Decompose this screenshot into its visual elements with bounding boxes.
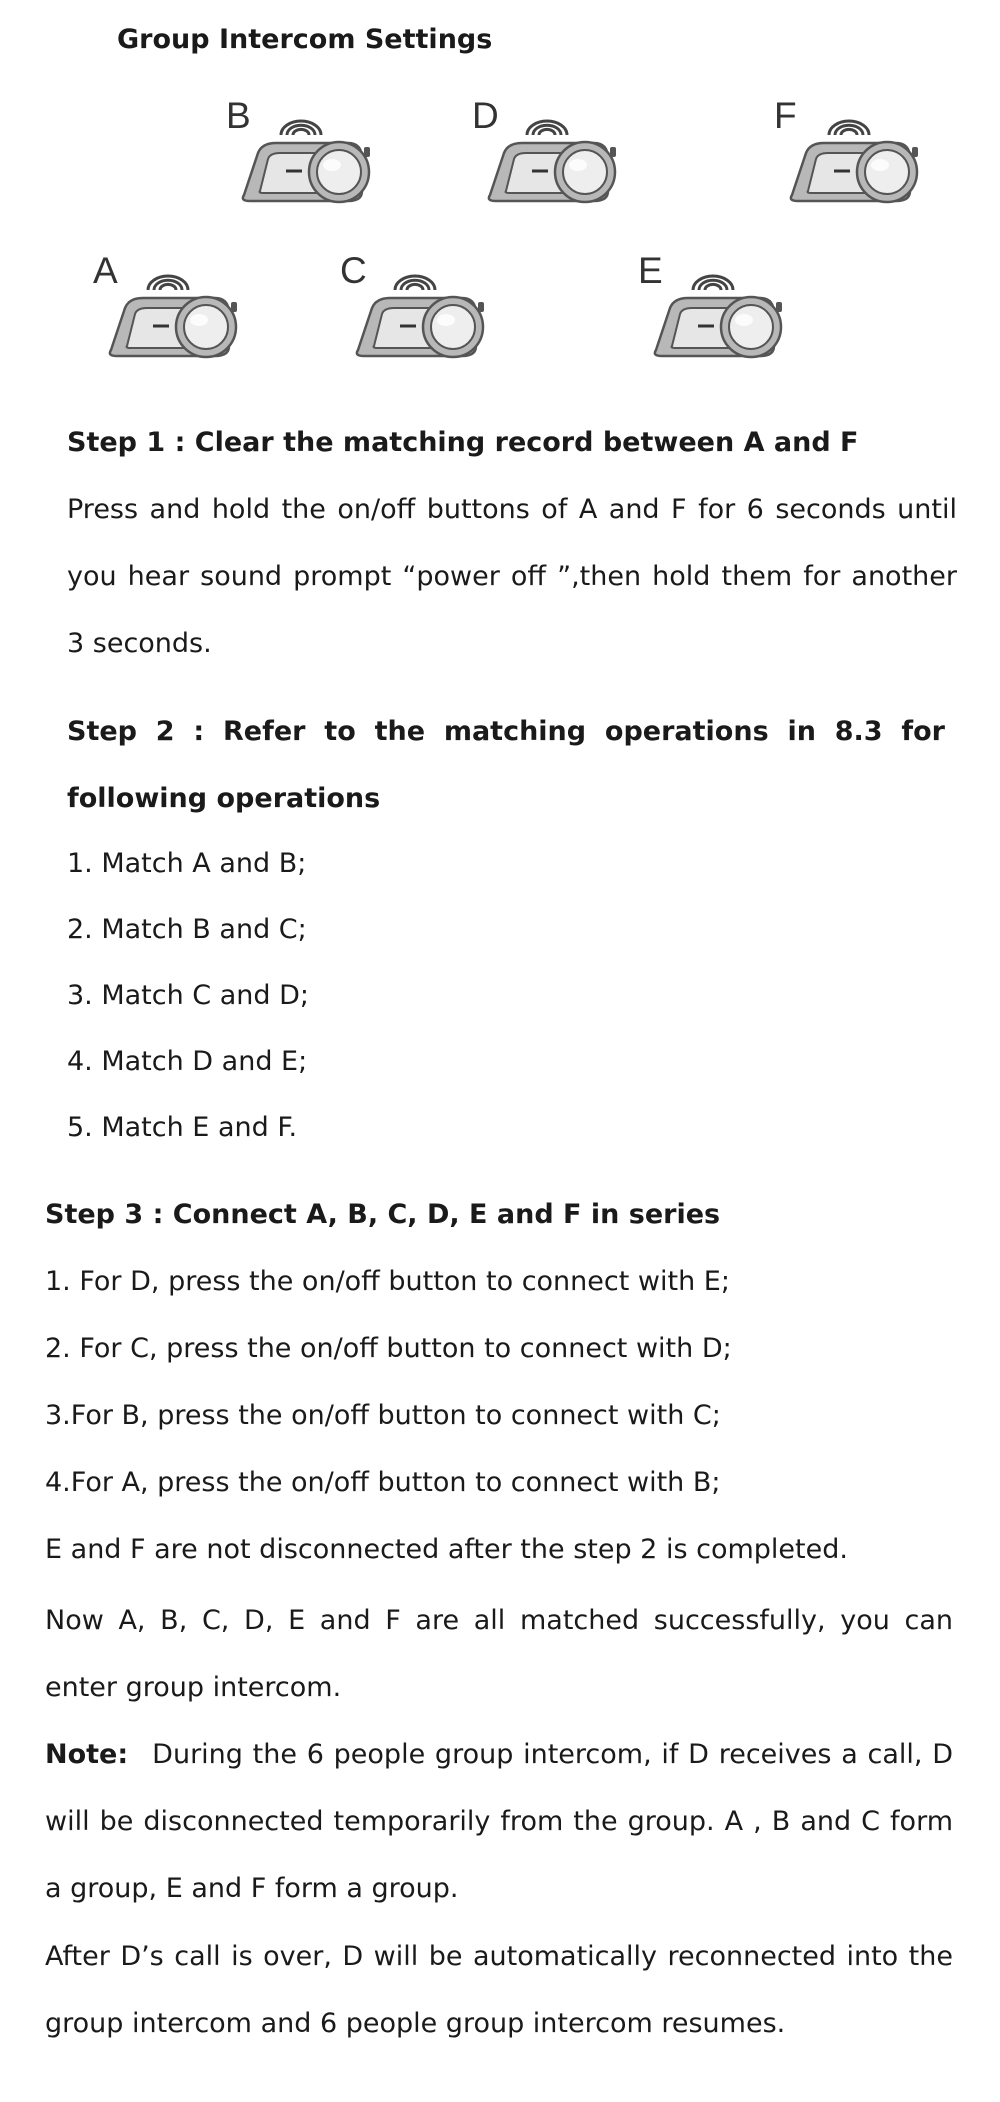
intercom-device-a [93, 250, 293, 365]
list-item: 1. For D, press the on/off button to connect with E; [45, 1266, 730, 1297]
intercom-device-f [774, 95, 974, 210]
note-label: Note: [45, 1739, 129, 1770]
intercom-device-b [226, 95, 426, 210]
device-label: C [340, 250, 367, 291]
step1-body: Press and hold the on/off buttons of A and F for 6 seconds until you hear sound prompt “power off ”,then hold them for another 3 seconds. [67, 494, 957, 659]
device-label: B [226, 95, 251, 136]
intercom-device-c [340, 250, 540, 365]
intercom-device-icon [103, 288, 253, 363]
intercom-device-icon [350, 288, 500, 363]
list-item: 5. Match E and F. [67, 1112, 298, 1143]
list-item: 3. Match C and D; [67, 980, 310, 1011]
intercom-device-icon [236, 133, 386, 208]
list-item: 4. Match D and E; [67, 1046, 308, 1077]
step3-success-text: Now A, B, C, D, E and F are all matched successfully, you can enter group intercom. [45, 1605, 953, 1703]
step1-heading: Step 1 : Clear the matching record between A and F [67, 427, 859, 458]
list-item: 2. For C, press the on/off button to connect with D; [45, 1333, 732, 1364]
intercom-device-icon [648, 288, 798, 363]
note-after-text: After D’s call is over, D will be automatically reconnected into the group intercom and 6 people group intercom resumes. [45, 1941, 953, 2039]
list-item: 3.For B, press the on/off button to connect with C; [45, 1400, 721, 1431]
list-item: 4.For A, press the on/off button to connect with B; [45, 1467, 721, 1498]
intercom-device-e [638, 250, 838, 365]
device-label: F [774, 95, 797, 136]
step2-heading: Step 2 : Refer to the matching operations in 8.3 for following operations [67, 716, 945, 814]
device-label: E [638, 250, 663, 291]
intercom-device-icon [482, 133, 632, 208]
page-title: Group Intercom Settings [117, 24, 493, 55]
step3-after-text: E and F are not disconnected after the step 2 is completed. [45, 1534, 848, 1565]
list-item: 2. Match B and C; [67, 914, 307, 945]
note-body: During the 6 people group intercom, if D receives a call, D will be disconnected temporarily from the group. A , B and C form a group, E and F form a group. [45, 1739, 953, 1904]
intercom-device-d [472, 95, 672, 210]
device-label: D [472, 95, 499, 136]
note-paragraph [45, 1721, 953, 1922]
list-item: 1. Match A and B; [67, 848, 307, 879]
device-label: A [93, 250, 118, 291]
intercom-device-icon [784, 133, 934, 208]
step3-heading: Step 3 : Connect A, B, C, D, E and F in series [45, 1199, 721, 1230]
